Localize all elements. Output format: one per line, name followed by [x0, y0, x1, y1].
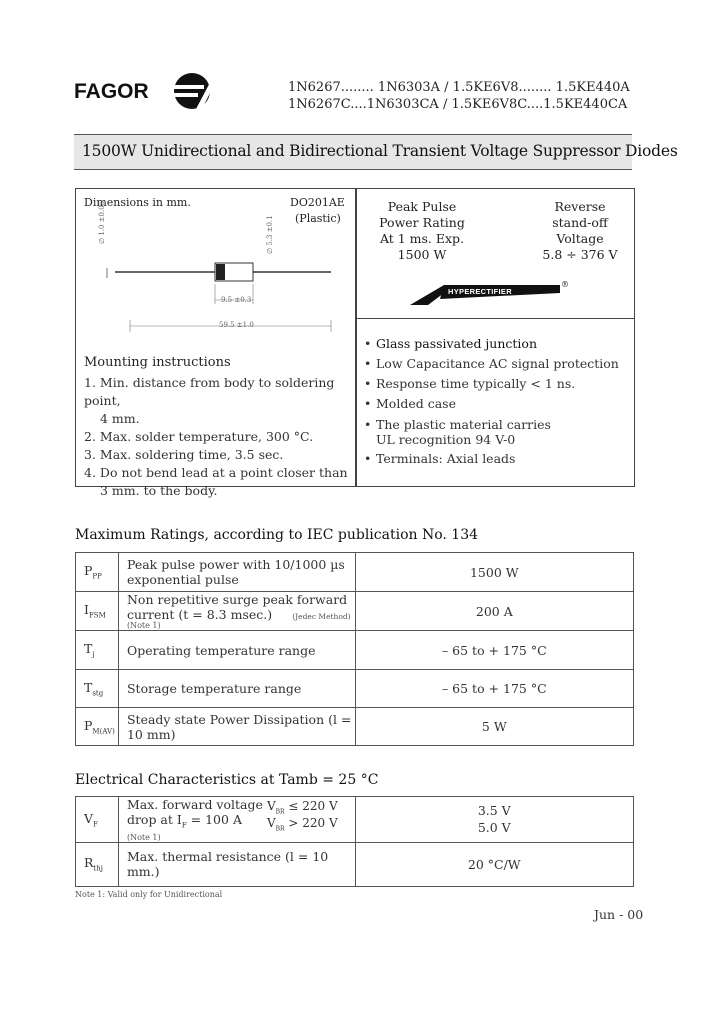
mounting-item-text: Max. solder temperature, 300 °C. [99, 429, 314, 444]
feature-item [364, 374, 629, 394]
value-cell: – 65 to + 175 °C [355, 631, 633, 670]
bullet-icon: • [364, 336, 372, 351]
feature-text-cont: UL recognition 94 V-0 [376, 432, 516, 447]
registered-mark: ® [561, 280, 569, 289]
mounting-item-number: 4. [84, 465, 96, 480]
feature-item [364, 449, 629, 469]
condition-2 [267, 816, 338, 836]
value-cell: 1500 W [355, 553, 633, 592]
description-text: drop at I [126, 812, 182, 827]
symbol-cell [76, 708, 119, 746]
mounting-heading: Mounting instructions [84, 355, 231, 370]
feature-text: Glass passivated junction [376, 336, 538, 351]
feature-item [364, 417, 629, 432]
symbol-text: R [84, 855, 94, 871]
peak-pulse-line: Power Rating [379, 215, 465, 230]
mounting-item-text: Do not bend lead at a point closer than [99, 465, 348, 480]
standoff-line: Voltage [556, 231, 604, 246]
table-row [76, 797, 634, 843]
condition-sub: BR [275, 808, 285, 816]
condition-sub: BR [275, 825, 285, 833]
standoff-value: 5.8 ÷ 376 V [542, 247, 618, 262]
mounting-item [84, 446, 352, 464]
part-numbers-line2: 1N6267C....1N6303CA / 1.5KE6V8C....1.5KE440CA [288, 97, 628, 112]
standoff-line: Reverse [554, 199, 606, 214]
mounting-item-number: 1. [84, 375, 96, 390]
symbol-text: P [84, 563, 93, 579]
symbol-cell [76, 631, 119, 670]
features-list [364, 334, 629, 469]
mounting-item-text-cont: 3 mm. to the body. [100, 483, 218, 498]
table-row [76, 592, 634, 631]
value-cell: 5 W [355, 708, 633, 746]
bullet-icon: • [364, 356, 372, 371]
description-cell [118, 553, 355, 592]
mounting-item-text-cont: 4 mm. [100, 411, 140, 426]
description-line [126, 797, 355, 816]
standoff-line: stand-off [552, 215, 608, 230]
peak-pulse-line: Peak Pulse [387, 199, 457, 214]
table-row [76, 553, 634, 592]
electrical-table [75, 796, 634, 887]
peak-pulse-block [362, 199, 482, 263]
condition-value: > 220 V [284, 816, 338, 830]
mounting-item-number: 3. [84, 447, 96, 462]
mounting-item [84, 428, 352, 446]
feature-item [364, 334, 629, 354]
peak-pulse-line: At 1 ms. Exp. [379, 231, 465, 246]
mounting-item-number: 2. [84, 429, 96, 444]
description-line: Peak pulse power with 10/1000 µs [126, 557, 345, 572]
symbol-cell [76, 670, 119, 708]
symbol-cell [76, 842, 119, 886]
feature-item [364, 394, 629, 414]
document-date: Jun - 00 [594, 907, 644, 922]
symbol-sub: M(AV) [92, 727, 115, 736]
symbol-sub: thj [93, 864, 103, 873]
symbol-text: T [84, 641, 93, 657]
table-row [76, 631, 634, 670]
symbol-sub: PP [92, 572, 102, 581]
value-line: 3.5 V [477, 803, 511, 819]
dimensions-label: Dimensions in mm. [84, 196, 191, 209]
symbol-sub: F [93, 820, 98, 828]
electrical-title: Electrical Characteristics at Tamb = 25 °C [75, 772, 379, 788]
description-line: exponential pulse [126, 572, 239, 587]
dim-body-length: 9.5 ±0.3 [221, 296, 252, 304]
symbol-text: P [84, 717, 93, 733]
description-cell: Operating temperature range [118, 631, 355, 670]
table-row [76, 842, 634, 886]
description-cell: Steady state Power Dissipation (l = 10 mm) [118, 708, 355, 746]
symbol-sub: stg [92, 689, 104, 698]
symbol-cell [76, 553, 119, 592]
hyperectifier-logo-text: HYPERECTIFIER [448, 287, 512, 296]
symbol-sub: j [92, 650, 95, 659]
value-cell: 20 °C/W [355, 842, 633, 886]
mounting-item [84, 374, 352, 410]
footnote: Note 1: Valid only for Unidirectional [75, 890, 223, 899]
feature-text: Response time typically < 1 ns. [376, 376, 576, 391]
package-name: DO201AE [290, 196, 345, 209]
mounting-list [84, 374, 352, 500]
symbol-sub: FSM [88, 611, 106, 620]
description-line: Non repetitive surge peak forward [126, 592, 348, 607]
value-cell [355, 797, 633, 843]
dim-total-length: 59.5 ±1.0 [219, 321, 254, 329]
max-ratings-title: Maximum Ratings, according to IEC publication No. 134 [75, 527, 479, 543]
description-line [127, 812, 355, 834]
value-cell: 200 A [355, 592, 633, 631]
feature-text: Terminals: Axial leads [376, 451, 516, 466]
page-title: 1500W Unidirectional and Bidirectional Transient Voltage Suppressor Diodes [82, 142, 678, 160]
description-cell [118, 797, 355, 843]
feature-text: Low Capacitance AC signal protection [376, 356, 619, 371]
mounting-item [84, 464, 352, 482]
table-row [76, 708, 634, 746]
bullet-icon: • [364, 451, 372, 466]
package-sub: (Plastic) [295, 212, 341, 225]
note-ref: (Note 1) [126, 832, 161, 842]
symbol-text: I [84, 602, 89, 618]
description-text: = 100 A [186, 812, 242, 827]
feature-item [364, 354, 629, 374]
bullet-icon: • [364, 417, 372, 432]
brand-logo-text: FAGOR [74, 80, 149, 103]
description-cell: Storage temperature range [118, 670, 355, 708]
value-cell: – 65 to + 175 °C [355, 670, 633, 708]
dim-lead-diameter: ∅ 1.0 ±0.05 [98, 200, 106, 244]
brand-logo-icon [168, 72, 220, 114]
value-line: 5.0 V [477, 820, 511, 836]
description-cell [118, 592, 355, 631]
symbol-text: V [84, 810, 94, 826]
condition-value: ≤ 220 V [284, 799, 338, 813]
part-numbers-line1: 1N6267........ 1N6303A / 1.5KE6V8........ 1.5KE440A [288, 80, 630, 95]
mounting-item-text: Min. distance from body to soldering point, [84, 375, 335, 408]
reverse-standoff-block [532, 199, 628, 263]
table-row [76, 670, 634, 708]
peak-pulse-value: 1500 W [397, 247, 447, 262]
feature-text: Molded case [376, 396, 456, 411]
dim-body-diameter: ∅ 5.3 ±0.1 [266, 215, 274, 254]
description-text: current (t = 8.3 msec.) [126, 607, 273, 622]
bullet-icon: • [364, 396, 372, 411]
max-ratings-table [75, 552, 634, 746]
symbol-text: T [84, 679, 93, 695]
note-ref: (Note 1) [126, 621, 161, 630]
mounting-item-text: Max. soldering time, 3.5 sec. [99, 447, 284, 462]
feature-text: The plastic material carries [376, 417, 551, 432]
condition-symbol: V [266, 816, 276, 830]
description-line [127, 607, 355, 622]
symbol-cell [76, 592, 119, 631]
description-sub: F [181, 821, 187, 830]
symbol-cell [76, 797, 119, 843]
bullet-icon: • [364, 376, 372, 391]
method-note: (Jedec Method) [292, 612, 351, 621]
condition-symbol: V [266, 799, 276, 813]
description-cell: Max. thermal resistance (l = 10 mm.) [118, 842, 355, 886]
description-text: Max. forward voltage [126, 797, 263, 812]
